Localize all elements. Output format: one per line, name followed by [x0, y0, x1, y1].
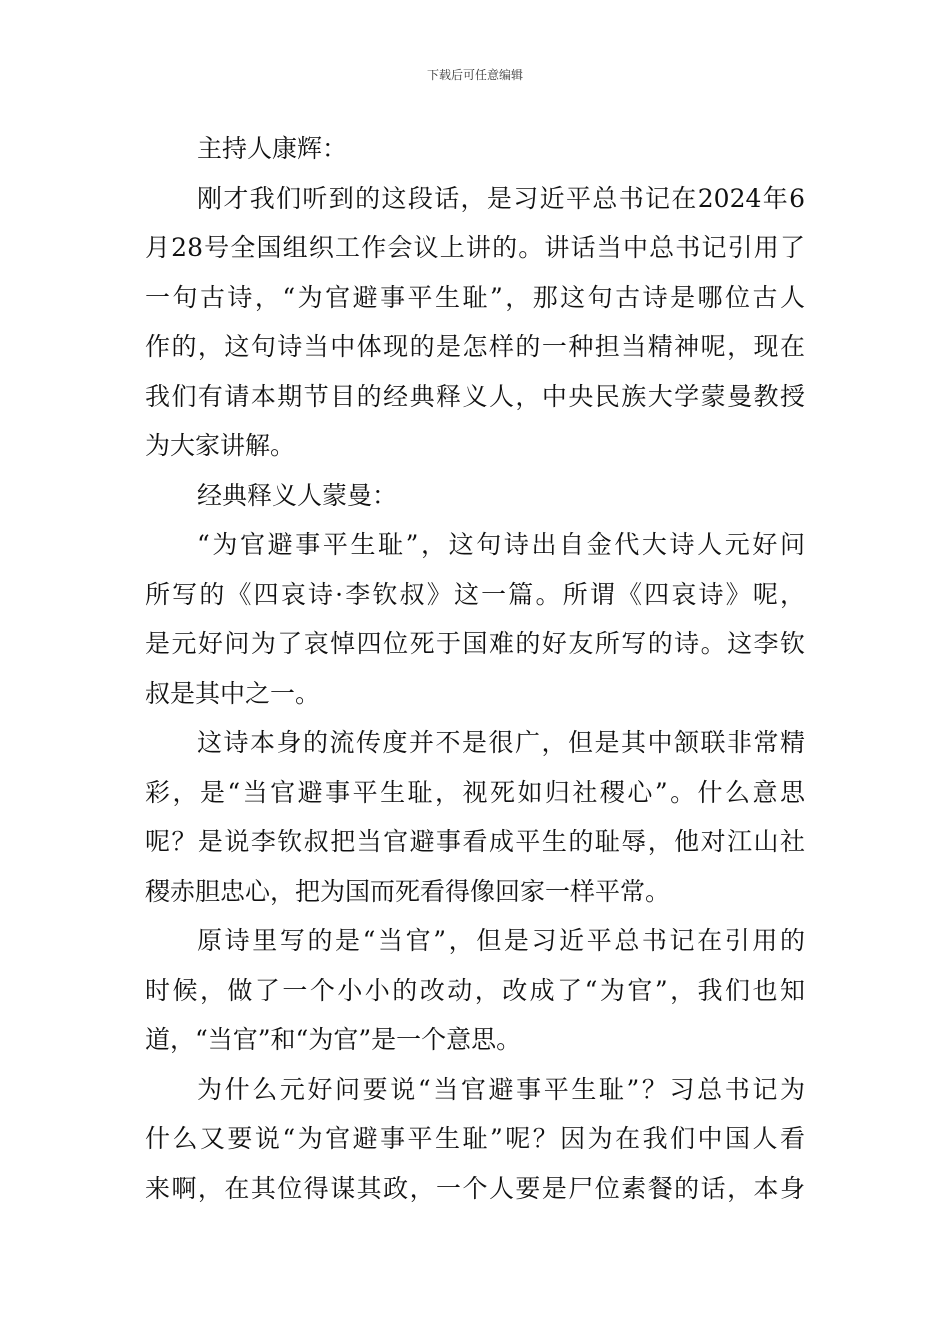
paragraph-line: 时候，做了一个小小的改动，改成了“为官”，我们也知: [145, 975, 805, 1005]
paragraph-line: 彩，是“当官避事平生耻，视死如归社稷心”。什么意思: [145, 777, 805, 807]
page-header: 下载后可任意编辑: [426, 68, 523, 82]
paragraph-line: 稷赤胆忠心，把为国而死看得像回家一样平常。: [145, 876, 671, 906]
paragraph-line: 是元好问为了哀悼四位死于国难的好友所写的诗。这李钦: [145, 629, 805, 658]
paragraph-line: 为什么元好问要说“当官避事平生耻”？习总书记为: [197, 1074, 805, 1104]
paragraph-line: 道，“当官”和“为官”是一个意思。: [145, 1025, 522, 1054]
paragraph-line: 一句古诗，“为官避事平生耻”，那这句古诗是哪位古人: [145, 282, 805, 312]
paragraph-line: 原诗里写的是“当官”，但是习近平总书记在引用的: [197, 926, 805, 955]
paragraph-line: 刚才我们听到的这段话，是习近平总书记在2024年6: [197, 183, 805, 213]
paragraph-line: 呢？是说李钦叔把当官避事看成平生的耻辱，他对江山社: [145, 827, 805, 856]
paragraph-line: 所写的《四哀诗·李钦叔》这一篇。所谓《四哀诗》呢，: [145, 579, 805, 609]
paragraph-line: “为官避事平生耻”，这句诗出自金代大诗人元好问: [197, 530, 805, 559]
document-body: [145, 124, 805, 1213]
paragraph-line: 月28号全国组织工作会议上讲的。讲话当中总书记引用了: [145, 233, 805, 262]
paragraph-line: 为大家讲解。: [145, 431, 296, 460]
paragraph-line: 来啊，在其位得谋其政，一个人要是尸位素餐的话，本身: [145, 1173, 805, 1203]
paragraph-line: 经典释义人蒙曼：: [197, 480, 398, 510]
paragraph-line: 什么又要说“为官避事平生耻”呢？因为在我们中国人看: [145, 1124, 805, 1153]
paragraph-line: 叔是其中之一。: [145, 678, 321, 708]
paragraph-line: 主持人康辉：: [197, 134, 348, 163]
paragraph-line: 作的，这句诗当中体现的是怎样的一种担当精神呢，现在: [145, 332, 805, 361]
paragraph-line: 我们有请本期节目的经典释义人，中央民族大学蒙曼教授: [145, 381, 805, 411]
paragraph-line: 这诗本身的流传度并不是很广，但是其中颔联非常精: [197, 728, 805, 757]
